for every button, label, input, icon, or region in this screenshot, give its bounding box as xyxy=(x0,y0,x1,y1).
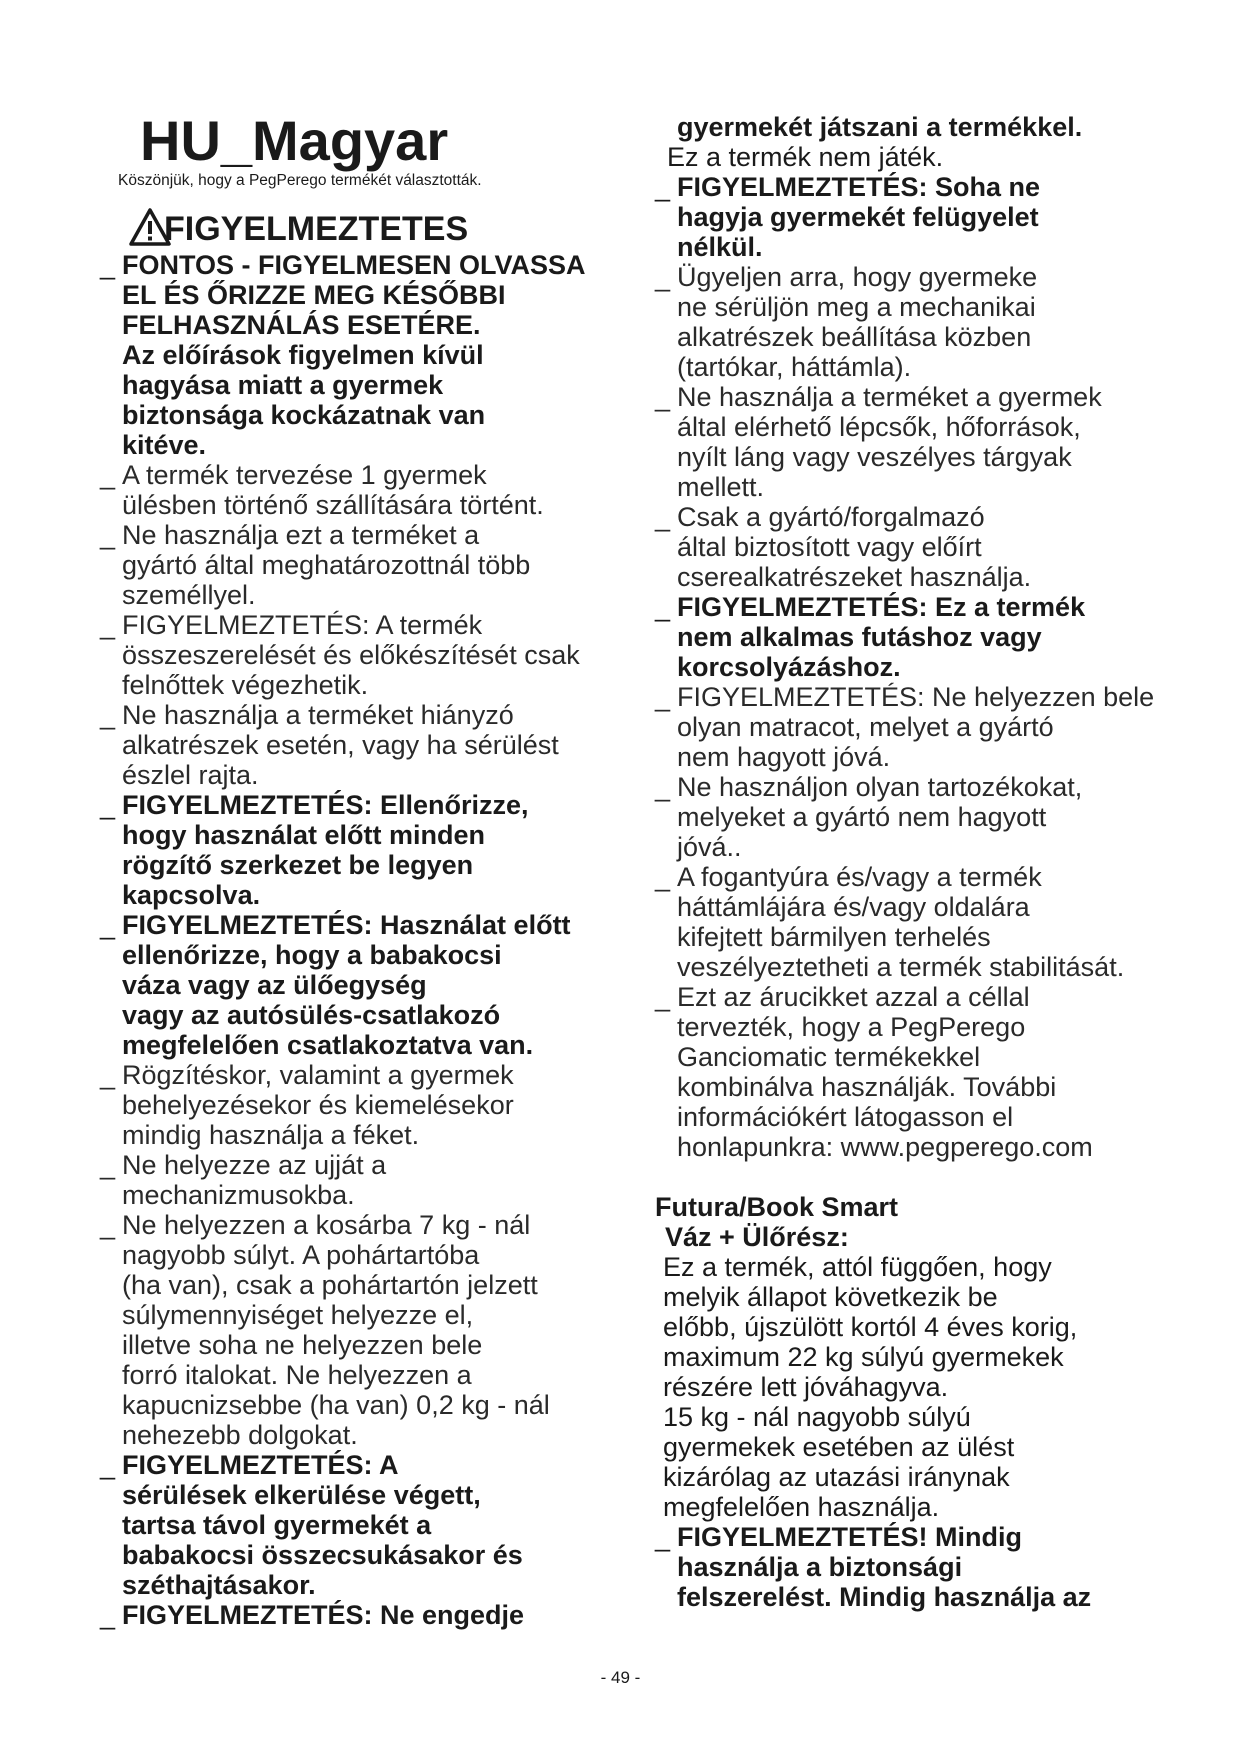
list-bullet-dash: _ xyxy=(100,1450,116,1480)
text-line: FIGYELMEZTETÉS: Ez a termék xyxy=(677,592,1086,622)
text-line: illetve soha ne helyezzen bele xyxy=(122,1330,483,1360)
text-line: ülésben történő szállítására történt. xyxy=(122,490,544,520)
text-line: Ne használjon olyan tartozékokat, xyxy=(677,772,1083,802)
text-line: összeszerelését és előkészítését csak xyxy=(122,640,580,670)
text-line: megfelelően használja. xyxy=(663,1492,940,1522)
text-line: veszélyeztetheti a termék stabilitását. xyxy=(677,952,1125,982)
text-line: nehezebb dolgokat. xyxy=(122,1420,358,1450)
text-line: Ne használja ezt a terméket a xyxy=(122,520,480,550)
text-line: felszerelést. Mindig használja az xyxy=(677,1582,1092,1612)
list-bullet-dash: _ xyxy=(100,460,116,490)
text-line: Ganciomatic termékekkel xyxy=(677,1042,981,1072)
warning-item xyxy=(100,700,620,790)
text-line: FIGYELMEZTETÉS: Soha ne xyxy=(677,172,1041,202)
warning-item xyxy=(655,502,1175,592)
section-heading: Futura/Book Smart xyxy=(655,1192,899,1222)
text-line: tervezték, hogy a PegPerego xyxy=(677,1012,1026,1042)
warning-item xyxy=(100,1450,620,1600)
text-line: FIGYELMEZTETÉS! Mindig xyxy=(677,1522,1022,1552)
warning-item xyxy=(655,1522,1175,1612)
warning-item xyxy=(655,262,1175,382)
list-bullet-dash: _ xyxy=(100,1150,116,1180)
text-line: FONTOS - FIGYELMESEN OLVASSA xyxy=(122,250,586,280)
list-bullet-dash: _ xyxy=(655,592,671,622)
warning-item xyxy=(655,172,1175,262)
text-line: Csak a gyártó/forgalmazó xyxy=(677,502,985,532)
warning-item xyxy=(100,1150,620,1210)
text-line: hagyása miatt a gyermek xyxy=(122,370,444,400)
warning-item xyxy=(100,1060,620,1150)
text-line: A fogantyúra és/vagy a termék xyxy=(677,862,1042,892)
text-line: cserealkatrészeket használja. xyxy=(677,562,1032,592)
text-line: Ezt az árucikket azzal a céllal xyxy=(677,982,1030,1012)
text-line: nyílt láng vagy veszélyes tárgyak xyxy=(677,442,1072,472)
list-bullet-dash: _ xyxy=(655,682,671,712)
section-paragraph xyxy=(655,1252,1175,1522)
list-bullet-dash: _ xyxy=(100,790,116,820)
text-line: vagy az autósülés-csatlakozó xyxy=(122,1000,501,1030)
text-line: nem hagyott jóvá. xyxy=(677,742,891,772)
text-line: Ne használja a terméket hiányzó xyxy=(122,700,514,730)
text-line: széthajtásakor. xyxy=(122,1570,316,1600)
text-line: hogy használat előtt minden xyxy=(122,820,486,850)
warning-item xyxy=(655,862,1175,982)
list-bullet-dash: _ xyxy=(100,700,116,730)
text-line: kizárólag az utazási iránynak xyxy=(663,1462,1010,1492)
list-bullet-dash: _ xyxy=(100,520,116,550)
text-line: kapucnizsebbe (ha van) 0,2 kg - nál xyxy=(122,1390,550,1420)
text-line: melyeket a gyártó nem hagyott xyxy=(677,802,1047,832)
text-line: Ne helyezze az ujját a xyxy=(122,1150,387,1180)
page-title: HU_Magyar xyxy=(140,109,449,172)
text-line: A termék tervezése 1 gyermek xyxy=(122,460,487,490)
left-column xyxy=(100,250,620,1630)
text-line: FIGYELMEZTETÉS: Ellenőrizze, xyxy=(122,790,529,820)
list-bullet-dash: _ xyxy=(655,382,671,412)
text-line: felnőttek végezhetik. xyxy=(122,670,369,700)
text-line: nélkül. xyxy=(677,232,763,262)
continued-text: Ez a termék nem játék. xyxy=(667,142,944,172)
warning-item xyxy=(655,592,1175,682)
warning-item xyxy=(100,910,620,1060)
text-line: behelyezésekor és kiemelésekor xyxy=(122,1090,514,1120)
text-line: 15 kg - nál nagyobb súlyú xyxy=(663,1402,971,1432)
text-line: előbb, újszülött kortól 4 éves korig, xyxy=(663,1312,1078,1342)
text-line: mechanizmusokba. xyxy=(122,1180,355,1210)
warning-item xyxy=(100,610,620,700)
list-bullet-dash: _ xyxy=(100,1210,116,1240)
text-line: Rögzítéskor, valamint a gyermek xyxy=(122,1060,514,1090)
list-bullet-dash: _ xyxy=(655,262,671,292)
text-line: Az előírások figyelmen kívül xyxy=(122,340,484,370)
text-line: megfelelően csatlakoztatva van. xyxy=(122,1030,534,1060)
text-line: ellenőrizze, hogy a babakocsi xyxy=(122,940,502,970)
text-line: által biztosított vagy előírt xyxy=(677,532,982,562)
text-line: tartsa távol gyermekét a xyxy=(122,1510,432,1540)
page-subtitle: Köszönjük, hogy a PegPerego termékét választották. xyxy=(118,172,482,189)
text-line: maximum 22 kg súlyú gyermekek xyxy=(663,1342,1064,1372)
text-line: EL ÉS ŐRIZZE MEG KÉSŐBBI xyxy=(122,280,506,310)
text-line: információkért látogasson el xyxy=(677,1102,1014,1132)
warning-item xyxy=(100,790,620,910)
text-line: FELHASZNÁLÁS ESETÉRE. xyxy=(122,310,481,340)
text-line: melyik állapot következik be xyxy=(663,1282,998,1312)
section-subheading: Váz + Ülőrész: xyxy=(665,1222,849,1252)
list-bullet-dash: _ xyxy=(655,502,671,532)
warning-item xyxy=(100,1600,620,1630)
text-line: alkatrészek esetén, vagy ha sérülést xyxy=(122,730,559,760)
text-line: kombinálva használják. További xyxy=(677,1072,1057,1102)
text-line: biztonsága kockázatnak van xyxy=(122,400,486,430)
text-line: váza vagy az ülőegység xyxy=(122,970,427,1000)
text-line: részére lett jóváhagyva. xyxy=(663,1372,949,1402)
text-line: honlapunkra: www.pegperego.com xyxy=(677,1132,1093,1162)
warning-item xyxy=(655,772,1175,862)
text-line: (tartókar, háttámla). xyxy=(677,352,912,382)
list-bullet-dash: _ xyxy=(100,910,116,940)
text-line: gyermekek esetében az ülést xyxy=(663,1432,1015,1462)
text-line: kifejtett bármilyen terhelés xyxy=(677,922,991,952)
warning-item xyxy=(100,250,620,460)
text-line: alkatrészek beállítása közben xyxy=(677,322,1032,352)
warning-item xyxy=(100,460,620,520)
list-bullet-dash: _ xyxy=(100,610,116,640)
text-line: FIGYELMEZTETÉS: Használat előtt xyxy=(122,910,571,940)
continued-text: gyermekét játszani a termékkel. xyxy=(677,112,1083,142)
list-bullet-dash: _ xyxy=(655,772,671,802)
text-line: jóvá.. xyxy=(677,832,742,862)
text-line: súlymennyiséget helyezze el, xyxy=(122,1300,474,1330)
list-bullet-dash: _ xyxy=(655,1522,671,1552)
text-line: forró italokat. Ne helyezzen a xyxy=(122,1360,472,1390)
text-line: FIGYELMEZTETÉS: A termék xyxy=(122,610,483,640)
text-line: gyártó által meghatározottnál több xyxy=(122,550,531,580)
list-bullet-dash: _ xyxy=(655,982,671,1012)
warning-item xyxy=(655,982,1175,1162)
text-line: babakocsi összecsukásakor és xyxy=(122,1540,523,1570)
text-line: Ez a termék, attól függően, hogy xyxy=(663,1252,1052,1282)
warning-heading xyxy=(128,210,468,249)
text-line: Ügyeljen arra, hogy gyermeke xyxy=(677,262,1038,292)
text-line: FIGYELMEZTETÉS: Ne helyezzen bele xyxy=(677,682,1155,712)
page-number: - 49 - xyxy=(600,1668,641,1687)
text-line: mindig használja a féket. xyxy=(122,1120,420,1150)
text-line: nagyobb súlyt. A pohártartóba xyxy=(122,1240,480,1270)
right-column xyxy=(655,112,1175,1612)
list-bullet-dash: _ xyxy=(100,1600,116,1630)
list-bullet-dash: _ xyxy=(100,250,116,280)
text-line: Ne helyezzen a kosárba 7 kg - nál xyxy=(122,1210,531,1240)
text-line: (ha van), csak a pohártartón jelzett xyxy=(122,1270,538,1300)
text-line: Ne használja a terméket a gyermek xyxy=(677,382,1102,412)
text-line: nem alkalmas futáshoz vagy xyxy=(677,622,1042,652)
list-bullet-dash: _ xyxy=(100,1060,116,1090)
warning-heading-text: FIGYELMEZTETES xyxy=(164,210,469,248)
list-bullet-dash: _ xyxy=(655,862,671,892)
text-line: háttámlájára és/vagy oldalára xyxy=(677,892,1030,922)
text-line: ne sérüljön meg a mechanikai xyxy=(677,292,1036,322)
warning-item xyxy=(100,1210,620,1450)
text-line: korcsolyázáshoz. xyxy=(677,652,901,682)
text-line: FIGYELMEZTETÉS: A xyxy=(122,1450,399,1480)
text-line: észlel rajta. xyxy=(122,760,259,790)
text-line: használja a biztonsági xyxy=(677,1552,963,1582)
warning-item xyxy=(655,382,1175,502)
text-line: mellett. xyxy=(677,472,765,502)
text-line: rögzítő szerkezet be legyen xyxy=(122,850,474,880)
text-line: FIGYELMEZTETÉS: Ne engedje xyxy=(122,1600,525,1630)
warning-item xyxy=(655,682,1175,772)
text-line: kapcsolva. xyxy=(122,880,261,910)
warning-item xyxy=(100,520,620,610)
text-line: személlyel. xyxy=(122,580,256,610)
text-line: hagyja gyermekét felügyelet xyxy=(677,202,1039,232)
text-line: által elérhető lépcsők, hőforrások, xyxy=(677,412,1081,442)
list-bullet-dash: _ xyxy=(655,172,671,202)
text-line: sérülések elkerülése végett, xyxy=(122,1480,481,1510)
text-line: kitéve. xyxy=(122,430,207,460)
text-line: olyan matracot, melyet a gyártó xyxy=(677,712,1054,742)
